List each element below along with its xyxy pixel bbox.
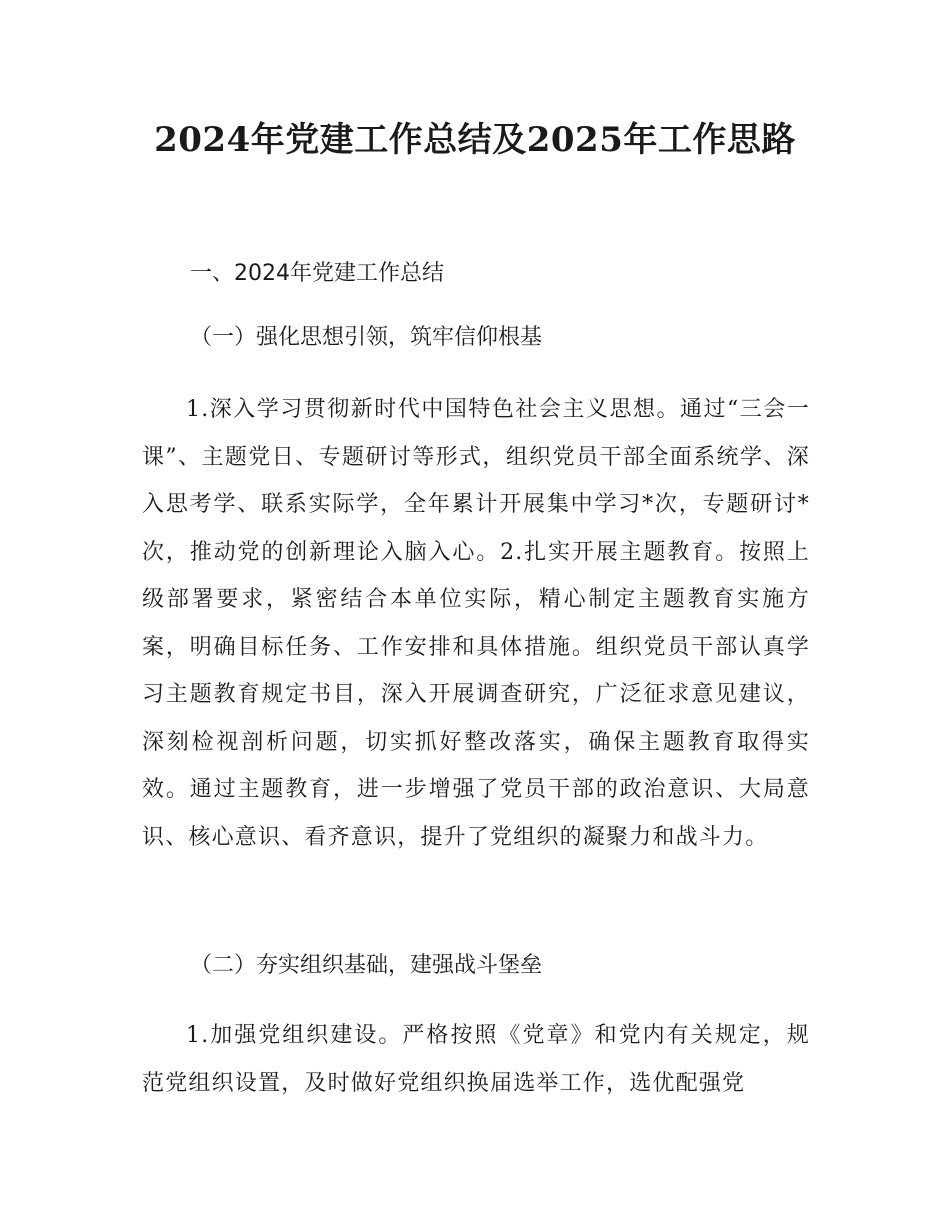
subsection-heading-organization: （二）夯实组织基础，建强战斗堡垒 (190, 953, 543, 978)
document-title: 2024年党建工作总结及2025年工作思路 (154, 120, 796, 160)
subsection-heading-ideology: （一）强化思想引领，筑牢信仰根基 (190, 325, 543, 350)
paragraph-organization: 1.加强党组织建设。严格按照《党章》和党内有关规定，规范党组织设置，及时做好党组织换届选举工作，选优配强党 (142, 1023, 810, 1096)
paragraph-ideology: 1.深入学习贯彻新时代中国特色社会主义思想。通过“三会一课”、主题党日、专题研讨等形式，组织党员干部全面系统学、深入思考学、联系实际学，全年累计开展集中学习*次，专题研讨*次，推动党的创新理论入脑入心。2.扎实开展主题教育。按照上级部署要求，紧密结合本单位实际，精心制定主题教育实施方案，明确目标任务、工作安排和具体措施。组织党员干部认真学习主题教育规定书目，深入开展调查研究，广泛征求意见建议，深刻检视剖析问题，切实抓好整改落实，确保主题教育取得实效。通过主题教育，进一步增强了党员干部的政治意识、大局意识、核心意识、看齐意识，提升了党组织的凝聚力和战斗力。 (142, 397, 810, 850)
section-heading-summary: 一、2024年党建工作总结 (190, 261, 444, 286)
